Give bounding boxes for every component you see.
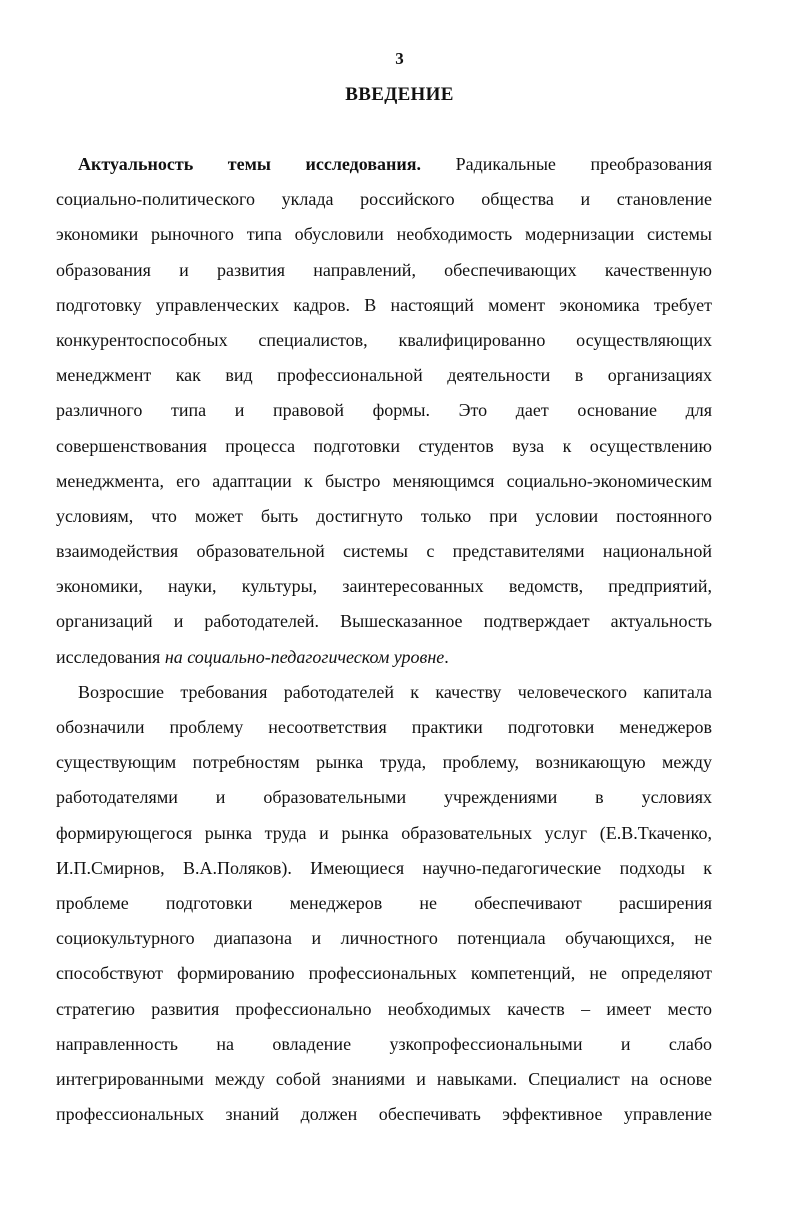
- paragraph-1-line: экономики рыночного типа обусловили необходимость модернизации системы: [56, 224, 712, 245]
- paragraph-1-line-text: Радикальные преобразования: [455, 154, 712, 174]
- paragraph-1-line: конкурентоспособных специалистов, квалифицированно осуществляющих: [56, 329, 712, 350]
- paragraph-1-line: совершенствования процесса подготовки студентов вуза к осуществлению: [56, 435, 712, 456]
- paragraph-1-line: условиям, что может быть достигнуто только при условии постоянного: [56, 505, 712, 526]
- paragraph-2-line: способствуют формированию профессиональных компетенций, не определяют: [56, 963, 712, 984]
- last-line-end: .: [444, 646, 449, 667]
- paragraph-2-line: Возросшие требования работодателей к качеству человеческого капитала: [78, 681, 712, 702]
- paragraph-2-line: стратегию развития профессионально необходимых качеств – имеет место: [56, 998, 712, 1019]
- paragraph-1-line: экономики, науки, культуры, заинтересованных ведомств, предприятий,: [56, 576, 712, 597]
- paragraph-2-line: работодателями и образовательными учреждениями в условиях: [56, 787, 712, 808]
- paragraph-1-last-line: [56, 640, 712, 675]
- paragraph-1-line: подготовку управленческих кадров. В настоящий момент экономика требует: [56, 294, 712, 315]
- last-line-italic: на социально-педагогическом уровне: [164, 646, 445, 667]
- paragraph-1-line: социально-политического уклада российского общества и становление: [56, 189, 712, 210]
- paragraph-2-line: направленность на овладение узкопрофессиональными и слабо: [56, 1033, 712, 1054]
- paragraph-2-line: проблеме подготовки менеджеров не обеспечивают расширения: [56, 892, 712, 913]
- body-text: [56, 147, 712, 1132]
- page-number: 3: [395, 49, 404, 68]
- paragraph-2-line: И.П.Смирнов, В.А.Поляков). Имеющиеся научно-педагогические подходы к: [56, 857, 712, 878]
- paragraph-2-line: формирующегося рынка труда и рынка образовательных услуг (Е.В.Ткаченко,: [56, 822, 712, 843]
- paragraph-2-line: интегрированными между собой знаниями и навыками. Специалист на основе: [56, 1068, 712, 1089]
- paragraph-1-heading: Актуальность темы исследования.: [78, 154, 422, 174]
- paragraph-1-line: образования и развития направлений, обеспечивающих качественную: [56, 259, 712, 280]
- paragraph-2-line: обозначили проблему несоответствия практики подготовки менеджеров: [56, 717, 712, 737]
- paragraph-1-line-1: [56, 147, 712, 182]
- paragraph-1-line: различного типа и правовой формы. Это дает основание для: [56, 400, 712, 421]
- paragraph-1-line: менеджмент как вид профессиональной деятельности в организациях: [56, 365, 712, 386]
- paragraph-2-line: социокультурного диапазона и личностного потенциала обучающихся, не: [56, 928, 712, 949]
- paragraph-1-line: менеджмента, его адаптации к быстро меняющимся социально-экономическим: [56, 470, 712, 491]
- section-title: ВВЕДЕНИЕ: [345, 84, 454, 105]
- paragraph-2-line: профессиональных знаний должен обеспечивать эффективное управление: [56, 1104, 712, 1125]
- paragraph-1-line: взаимодействия образовательной системы с представителями национальной: [56, 541, 712, 562]
- paragraph-1-line: организаций и работодателей. Вышесказанное подтверждает актуальность: [56, 611, 712, 632]
- paragraph-2-line: существующим потребностям рынка труда, проблему, возникающую между: [56, 752, 712, 773]
- last-line-plain: исследования: [56, 646, 161, 667]
